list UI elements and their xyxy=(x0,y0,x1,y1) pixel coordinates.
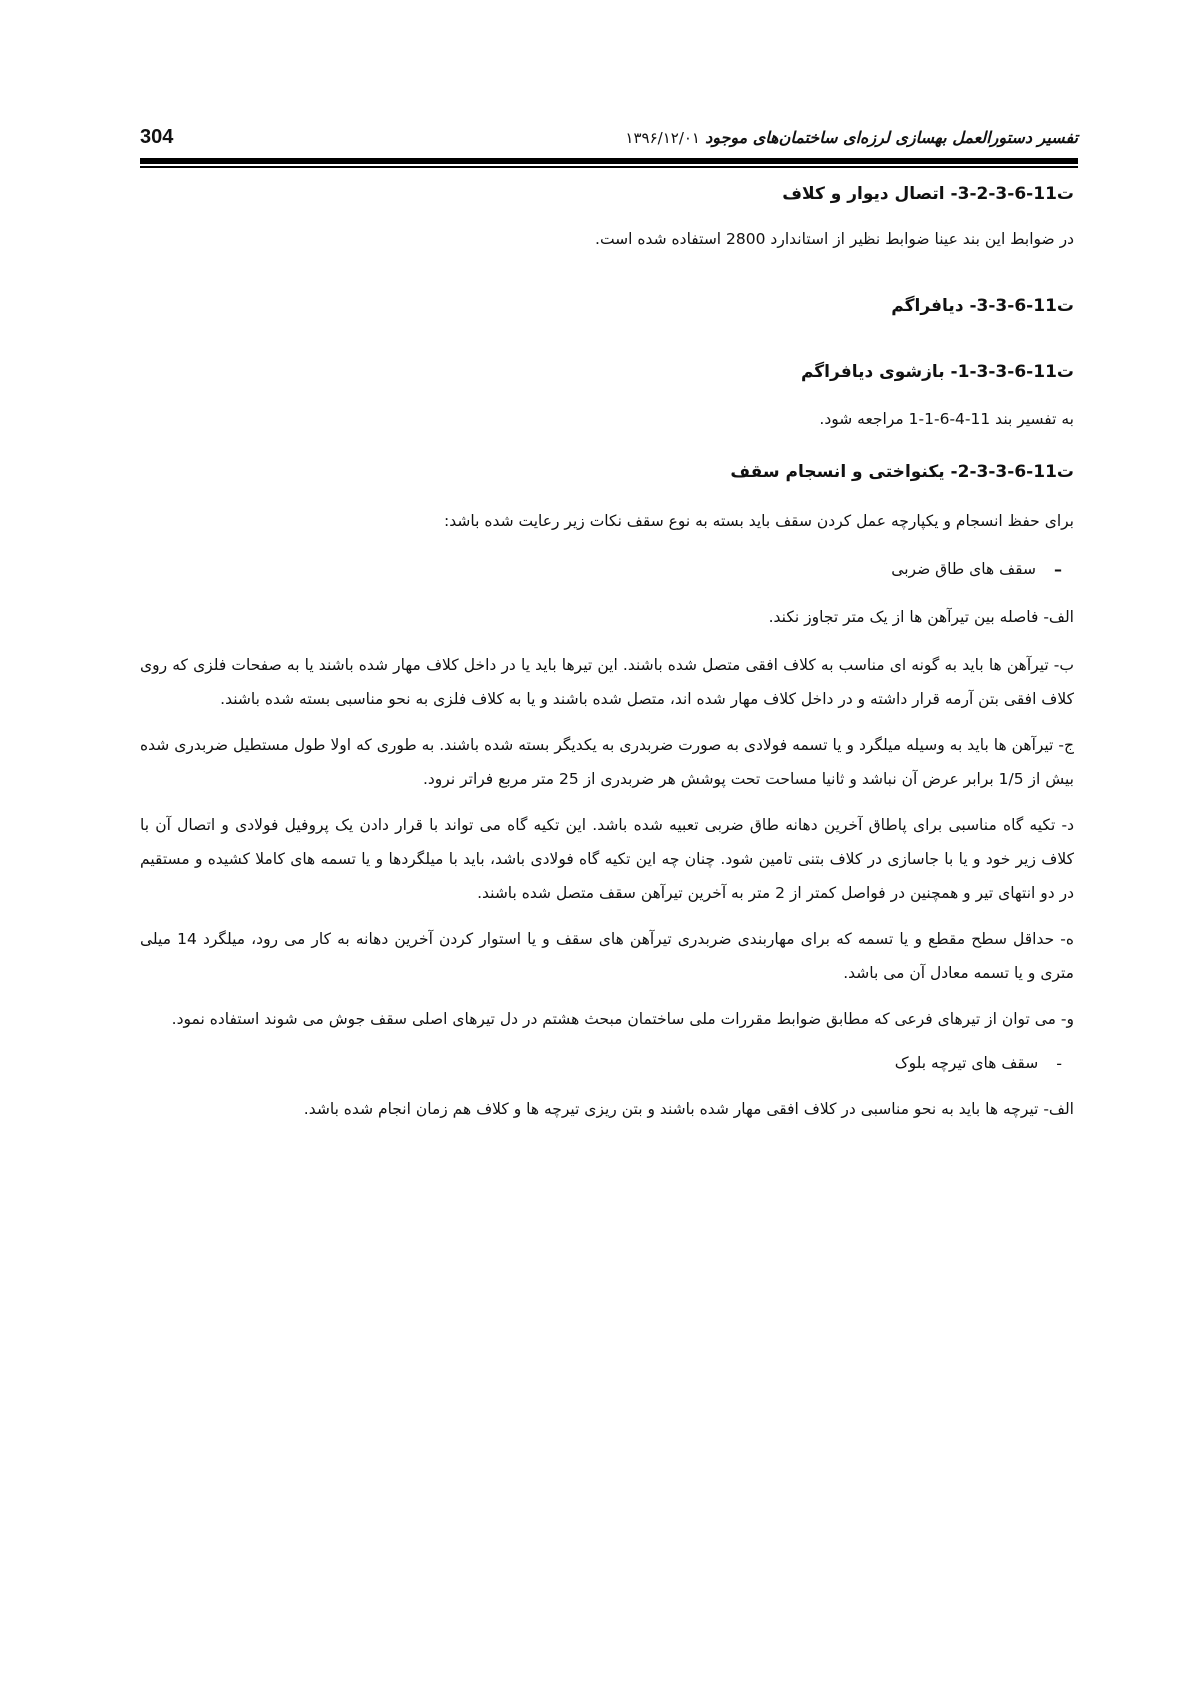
list-item: و- می توان از تیرهای فرعی که مطابق ضوابط مقررات ملی ساختمان مبحث هشتم در دل تیرهای اصلی سقف جوش می شوند استفاده نمود. xyxy=(171,1010,1074,1028)
page-number: 304 xyxy=(140,126,174,148)
bullet-item xyxy=(140,1046,1062,1080)
paragraph: برای حفظ انسجام و یکپارچه عمل کردن سقف باید بسته به نوع سقف نکات زیر رعایت شده باشد: xyxy=(444,512,1074,530)
header-rule-thin xyxy=(140,166,1078,168)
list-item: الف- تیرچه ها باید به نحو مناسبی در کلاف افقی مهار شده باشند و بتن ریزی تیرچه ها و کلاف هم زمان انجام شده باشد. xyxy=(303,1100,1074,1118)
section-heading: ت11-6-3-3-1- بازشوی دیافراگم xyxy=(800,362,1074,382)
book-title: تفسیر دستورالعمل بهسازی لرزه‌ای ساختمان‌های موجود xyxy=(705,128,1078,147)
section-heading: ت11-6-3-3- دیافراگم xyxy=(891,296,1074,316)
bullet-dash: - xyxy=(1056,1053,1062,1073)
section-heading: ت11-6-3-3-2- یکنواختی و انسجام سقف xyxy=(730,462,1074,482)
running-head xyxy=(591,128,1078,147)
section-heading: ت11-6-3-2-3- اتصال دیوار و کلاف xyxy=(782,184,1074,204)
paragraph: به تفسیر بند 11-4-6-1-1 مراجعه شود. xyxy=(819,410,1074,428)
paragraph: در ضوابط این بند عینا ضوابط نظیر از استاندارد 2800 استفاده شده است. xyxy=(595,230,1074,248)
page-header xyxy=(140,118,1078,152)
list-item: الف- فاصله بین تیرآهن ها از یک متر تجاوز نکند. xyxy=(768,608,1074,626)
list-item: د- تکیه گاه مناسبی برای پاطاق آخرین دهانه طاق ضربی تعبیه شده باشد. این تکیه گاه می تواند با قرار دادن یک پروفیل فولادی و اتصال آن با کلاف زیر خود و یا با جاسازی در کلاف بتنی تامین شود. چنان چه این تکیه گاه فولادی باشد، باید با میلگردها و یا تسمه های کاملا کشیده و مستقیم در دو انتهای تیر و همچنین در فواصل کمتر از 2 متر به آخرین تیرآهن سقف متصل شده باشند. xyxy=(140,816,1074,902)
list-item: ج- تیرآهن ها باید به وسیله میلگرد و یا تسمه فولادی به صورت ضربدری به یکدیگر بسته شده باشند. به طوری که اولا طول مستطیل ضربدری شده بیش از 1/5 برابر عرض آن نباشد و ثانیا مساحت تحت پوشش هر ضربدری از 25 متر مربع فراتر نرود. xyxy=(140,736,1074,788)
bullet-item xyxy=(140,552,1062,586)
list-item: ب- تیرآهن ها باید به گونه ای مناسب به کلاف افقی متصل شده باشند. این تیرها باید یا در داخل کلاف مهار شده باشند یا به صفحات فلزی که روی کلاف افقی بتن آرمه قرار داشته و در داخل کلاف مهار شده اند، متصل شده باشند و یا به کلاف فلزی به نحو مناسبی بسته شده باشند. xyxy=(140,656,1074,708)
bullet-text: سقف های تیرچه بلوک xyxy=(894,1054,1039,1072)
bullet-text: سقف های طاق ضربی xyxy=(891,560,1036,578)
list-item: ه- حداقل سطح مقطع و یا تسمه که برای مهاربندی ضربدری تیرآهن های سقف و یا استوار کردن آخرین دهانه به کار می رود، میلگرد 14 میلی متری و یا تسمه معادل آن می باشد. xyxy=(140,930,1074,982)
header-date: ۱۳۹۶/۱۲/۰۱ xyxy=(625,129,700,147)
bullet-dash: – xyxy=(1054,559,1062,579)
document-body xyxy=(140,180,1074,1126)
header-rule-thick xyxy=(140,158,1078,164)
